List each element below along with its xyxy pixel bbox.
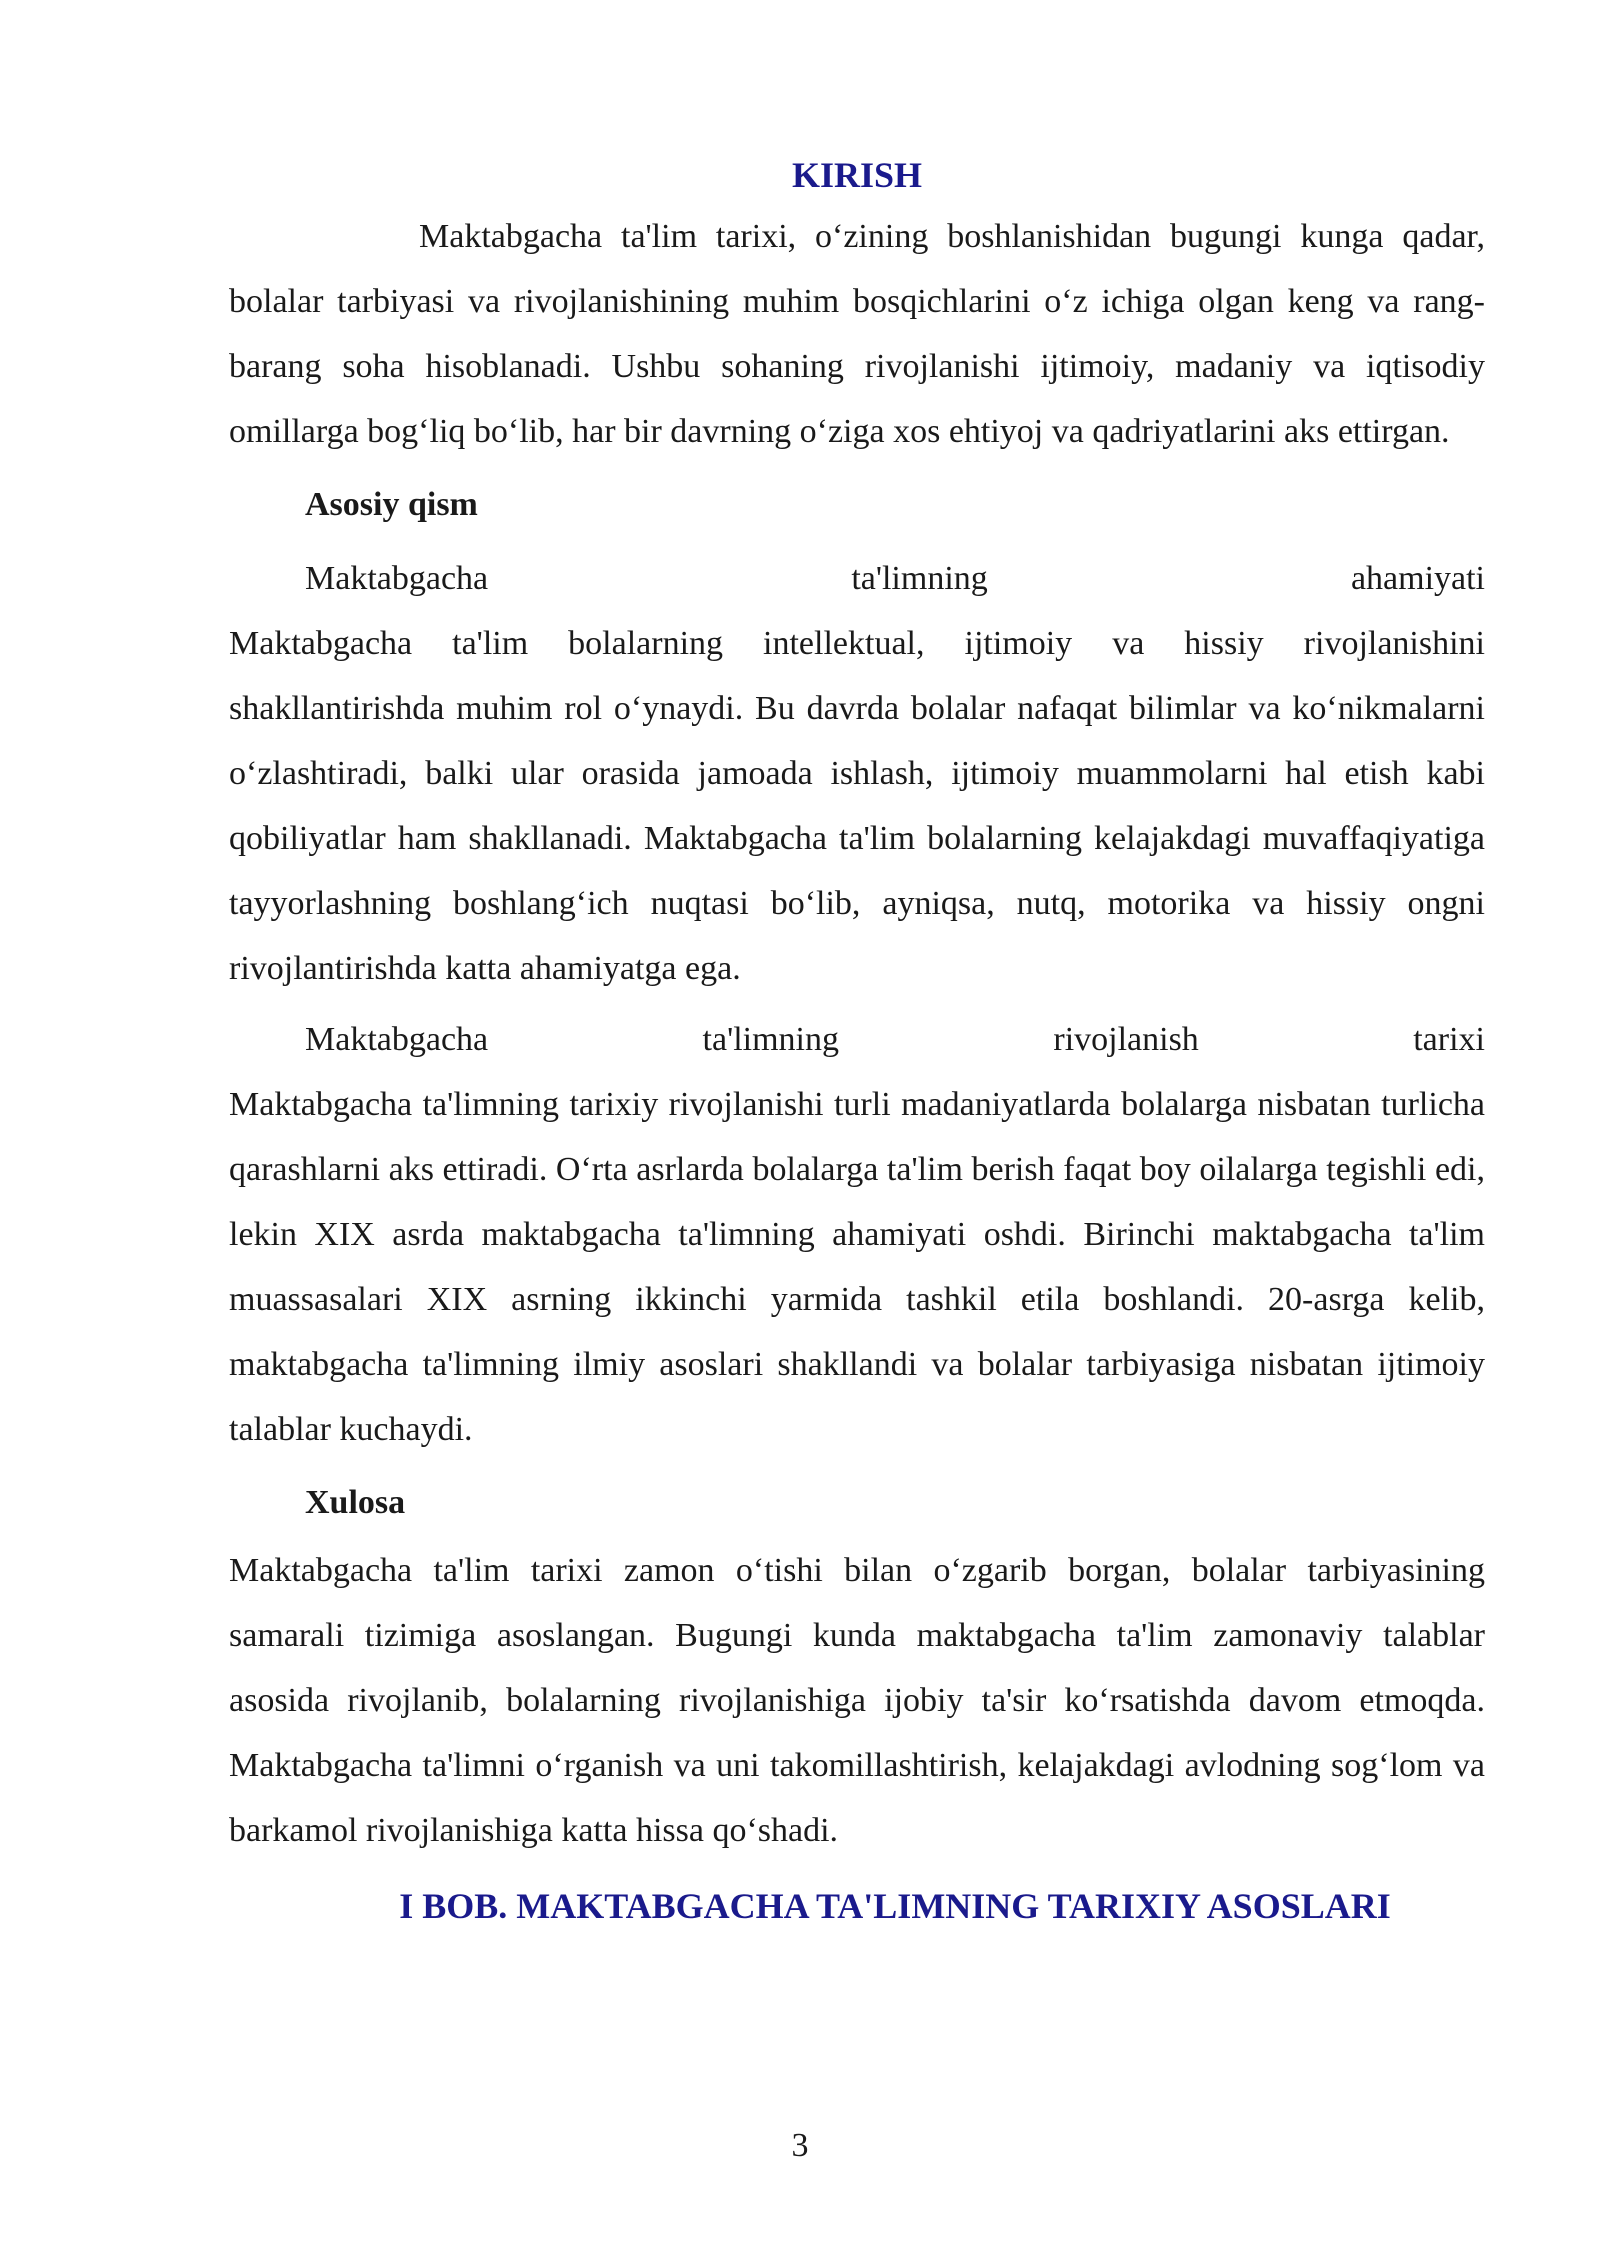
subheading-word: Maktabgacha xyxy=(305,1021,489,1058)
conclusion-paragraph: Maktabgacha ta'lim tarixi zamon o‘tishi bilan o‘zgarib borgan, bolalar tarbiyasining samarali tizimiga asoslangan. Bugungi kunda maktabgacha ta'lim zamonaviy talablar asosida rivojlanib, bolalarning rivojlanishiga ijobiy ta'sir ko‘rsatishda davom etmoqda. Maktabgacha ta'limni o‘rganish va uni takomillashtirish, kelajakdagi avlodning sog‘lom va barkamol rivojlanishiga katta hissa qo‘shadi. xyxy=(229,1552,1485,1849)
page-title: KIRISH xyxy=(791,155,923,195)
subheading-word: ta'limning xyxy=(851,560,988,597)
subheading-word: rivojlanish xyxy=(1053,1021,1199,1058)
subheading-history xyxy=(229,1007,1485,1072)
page-number: 3 xyxy=(791,2127,809,2164)
chapter-heading: I BOB. MAKTABGACHA TA'LIMNING TARIXIY ASOSLARI xyxy=(399,1886,1391,1926)
subheading-word: ta'limning xyxy=(702,1021,839,1058)
subheading-word: Maktabgacha xyxy=(305,560,489,597)
subheading-word: ahamiyati xyxy=(1350,560,1485,597)
section-heading-main: Asosiy qism xyxy=(305,486,478,523)
subheading-importance xyxy=(229,546,1485,611)
subheading-word: tarixi xyxy=(1413,1021,1485,1058)
section-heading-conclusion: Xulosa xyxy=(305,1484,406,1521)
history-paragraph: Maktabgacha ta'limning tarixiy rivojlanishi turli madaniyatlarda bolalarga nisbatan turlicha qarashlarni aks ettiradi. O‘rta asrlarda bolalarga ta'lim berish faqat boy oilalarga tegishli edi, lekin XIX asrda maktabgacha ta'limning ahamiyati oshdi. Birinchi maktabgacha ta'lim muassasalari XIX asrning ikkinchi yarmida tashkil etila boshlandi. 20-asrga kelib, maktabgacha ta'limning ilmiy asoslari shakllandi va bolalar tarbiyasiga nisbatan ijtimoiy talablar kuchaydi. xyxy=(229,1086,1485,1448)
page-content xyxy=(229,146,1485,1935)
importance-paragraph: Maktabgacha ta'lim bolalarning intellektual, ijtimoiy va hissiy rivojlanishini shakllantirishda muhim rol o‘ynaydi. Bu davrda bolalar nafaqat bilimlar va ko‘nikmalarni o‘zlashtiradi, balki ular orasida jamoada ishlash, ijtimoiy muammolarni hal etish kabi qobiliyatlar ham shakllanadi. Maktabgacha ta'lim bolalarning kelajakdagi muvaffaqiyatiga tayyorlashning boshlang‘ich nuqtasi bo‘lib, ayniqsa, nutq, motorika va hissiy ongni rivojlantirishda katta ahamiyatga ega. xyxy=(229,625,1485,987)
intro-paragraph: Maktabgacha ta'lim tarixi, o‘zining boshlanishidan bugungi kunga qadar, bolalar tarbiyasi va rivojlanishining muhim bosqichlarini o‘z ichiga olgan keng va rang-barang soha hisoblanadi. Ushbu sohaning rivojlanishi ijtimoiy, madaniy va iqtisodiy omillarga bog‘liq bo‘lib, har bir davrning o‘ziga xos ehtiyoj va qadriyatlarini aks ettirgan. xyxy=(229,218,1485,450)
